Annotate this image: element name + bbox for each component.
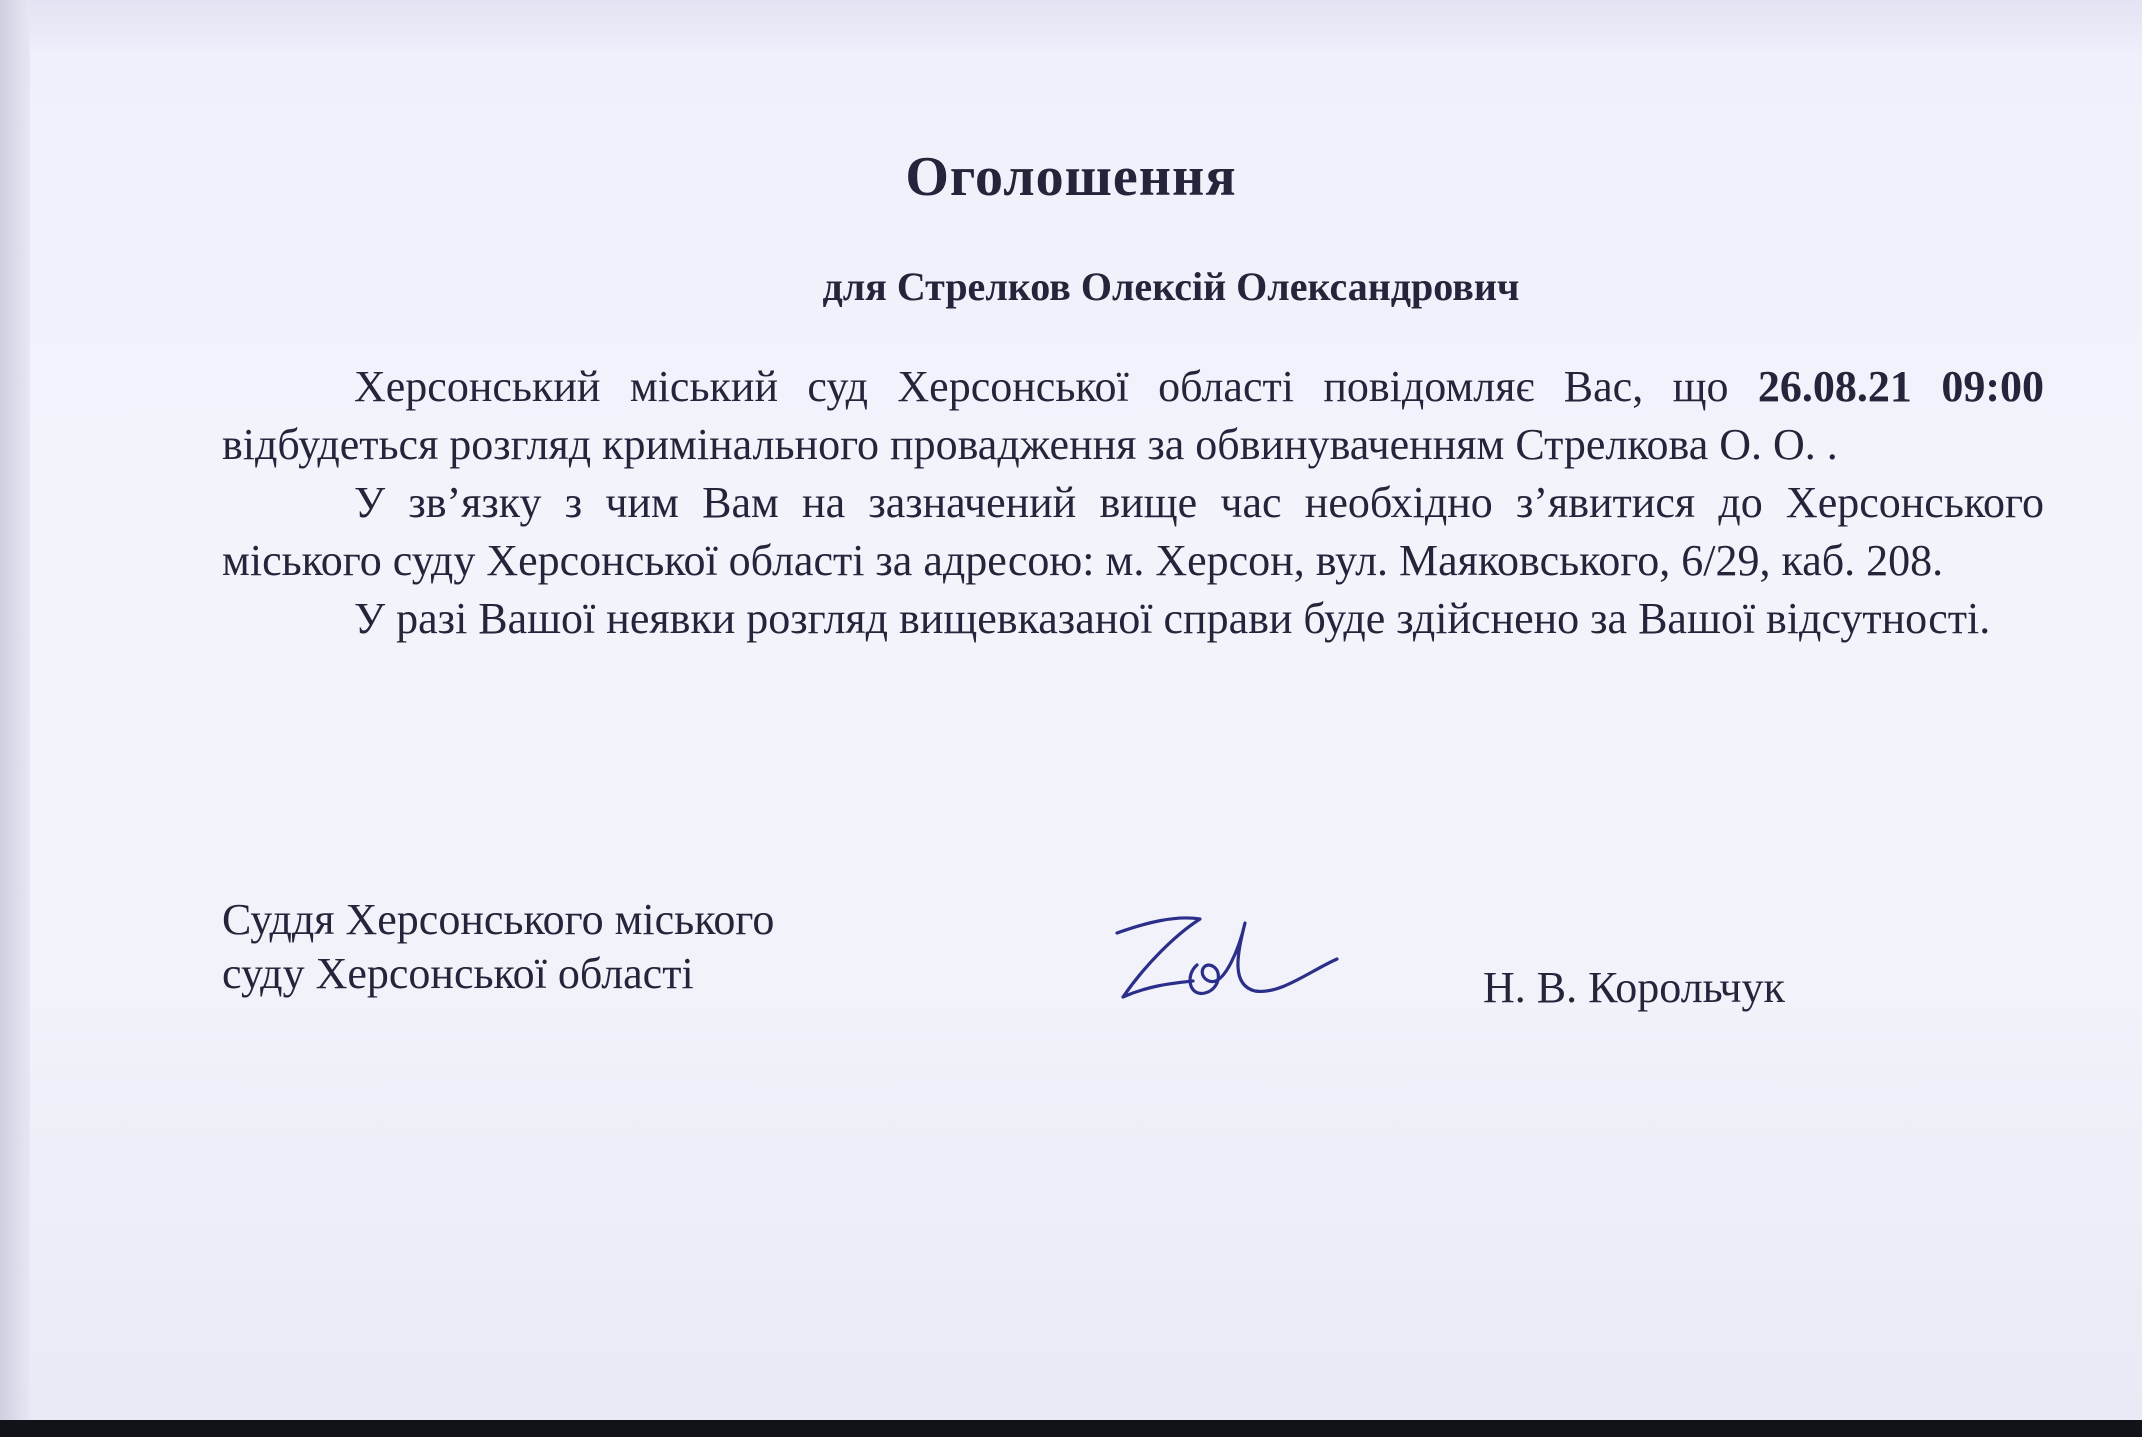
addressee-line: для Стрелков Олексій Олександрович <box>822 264 1520 309</box>
judge-title <box>222 893 774 1001</box>
notice-body <box>222 358 2044 648</box>
handwritten-signature <box>1105 905 1345 1015</box>
paragraph-appearance: У зв’язку з чим Вам на зазначений вище час необхідно з’явитися до Херсонського міського суду Херсонської області за адресою: м. Херсон, вул. Маяковського, 6/29, каб. 208. <box>222 478 2044 585</box>
paragraph-hearing-text-after: відбудеться розгляд кримінального провадження за обвинуваченням Стрелкова О. О. . <box>222 420 1838 469</box>
background-shadow <box>0 1420 2142 1437</box>
paragraph-hearing-text-before: Херсонський міський суд Херсонської області повідомляє Вас, що <box>354 362 1758 411</box>
judge-title-line-1: Суддя Херсонського міського <box>222 895 775 944</box>
hearing-date-time: 26.08.21 09:00 <box>1757 362 2044 411</box>
document-title: Оголошення <box>905 146 1237 208</box>
paper-edge-left <box>0 0 30 1420</box>
judge-title-line-2: суду Херсонської області <box>222 949 694 998</box>
judge-name: Н. В. Корольчук <box>1483 963 1785 1012</box>
paragraph-hearing <box>222 358 2044 474</box>
paragraph-absence: У разі Вашої неявки розгляд вищевказаної справи буде здійснено за Вашої відсутності. <box>354 594 1991 643</box>
paper-edge-top <box>0 0 2142 50</box>
